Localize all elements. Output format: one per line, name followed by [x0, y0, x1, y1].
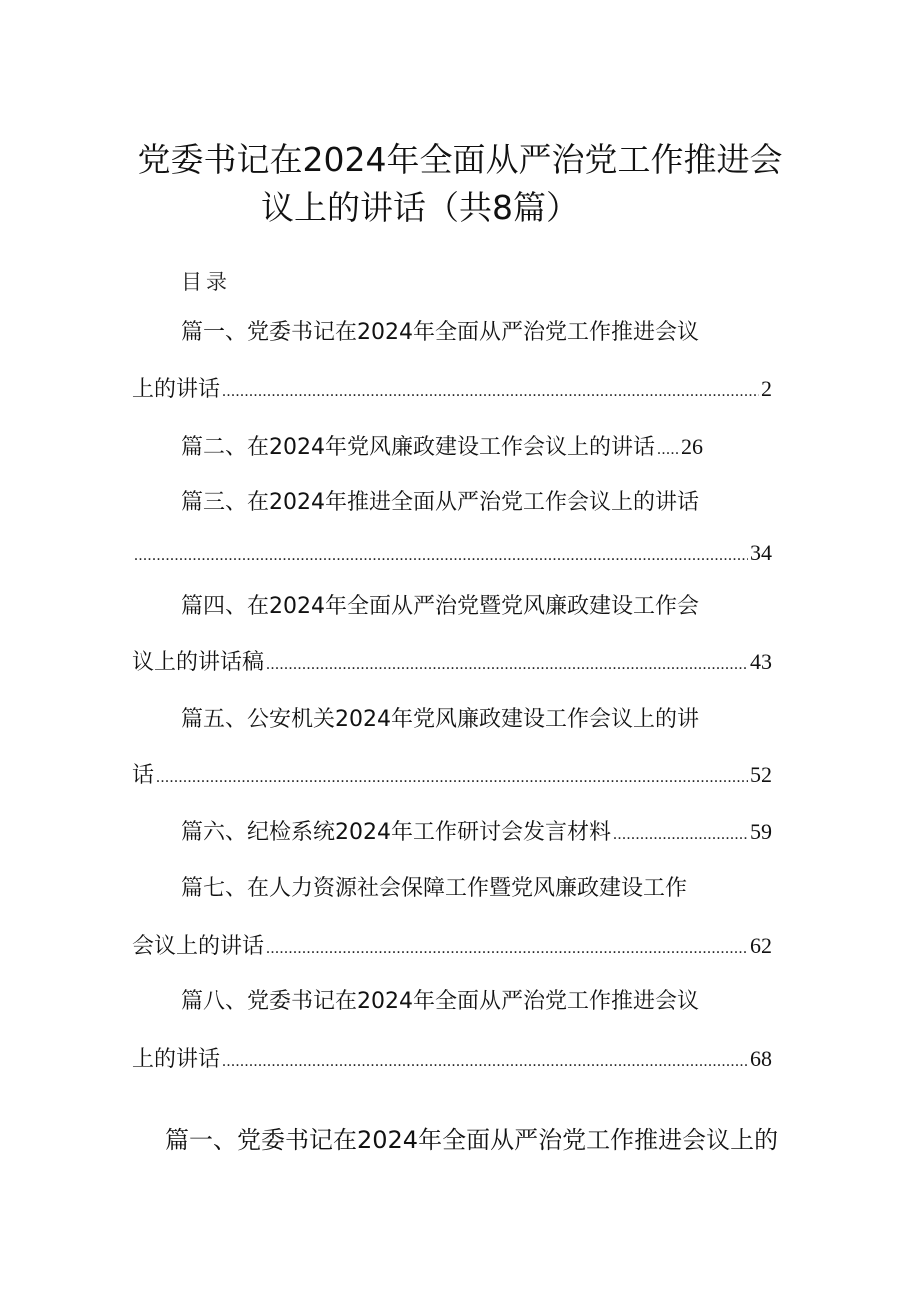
- toc-entry-title: 篇三、在2024年推进全面从严治党工作会议上的讲话: [181, 490, 699, 515]
- toc-page-number: 59: [750, 819, 772, 844]
- toc-entry-3-line-2[interactable]: [132, 536, 772, 570]
- toc-entry-5-line-1[interactable]: [181, 703, 772, 737]
- toc-entry-2[interactable]: [181, 430, 772, 464]
- toc-page-number: 52: [750, 762, 772, 787]
- toc-entry-7-line-2[interactable]: [132, 929, 772, 963]
- toc-entry-1-line-2[interactable]: [132, 372, 772, 406]
- toc-entry-title: 篇五、公安机关2024年党风廉政建设工作会议上的讲: [181, 707, 699, 732]
- toc-entry-title-continued: 上的讲话: [132, 1047, 221, 1072]
- toc-page-number: 26: [681, 434, 703, 459]
- toc-leader-dots: [613, 818, 748, 852]
- toc-entry-1-line-1[interactable]: [181, 316, 772, 350]
- toc-page-number: 34: [750, 540, 772, 565]
- toc-page-number: 68: [750, 1046, 772, 1071]
- toc-entry-8-line-1[interactable]: [181, 985, 772, 1019]
- toc-entry-title-continued: 话: [132, 763, 155, 788]
- toc-entry-7-line-1[interactable]: [181, 872, 772, 906]
- toc-page-number: 43: [750, 649, 772, 674]
- toc-entry-title: 篇六、纪检系统2024年工作研讨会发言材料: [181, 820, 611, 845]
- toc-leader-dots: [222, 1045, 748, 1079]
- toc-entry-title-continued: 会议上的讲话: [132, 934, 265, 959]
- toc-entry-4-line-2[interactable]: [132, 645, 772, 679]
- toc-entry-title-continued: 议上的讲话稿: [132, 650, 265, 675]
- toc-entry-6[interactable]: [181, 815, 772, 849]
- toc-entry-title: 篇八、党委书记在2024年全面从严治党工作推进会议: [181, 989, 699, 1014]
- toc-entry-5-line-2[interactable]: [132, 758, 772, 792]
- toc-entry-8-line-2[interactable]: [132, 1042, 772, 1076]
- toc-entry-title-continued: 上的讲话: [132, 377, 221, 402]
- toc-heading: 目录: [181, 270, 231, 294]
- toc-entry-title: 篇一、党委书记在2024年全面从严治党工作推进会议: [181, 320, 699, 345]
- toc-entry-title: 篇七、在人力资源社会保障工作暨党风廉政建设工作: [181, 876, 688, 901]
- toc-entry-3-line-1[interactable]: [181, 486, 772, 520]
- toc-leader-dots: [156, 761, 748, 795]
- toc-leader-dots: [222, 375, 759, 409]
- toc-leader-dots: [657, 433, 679, 467]
- document-title-line-1: 党委书记在2024年全面从严治党工作推进会: [137, 140, 783, 179]
- toc-entry-title: 篇四、在2024年全面从严治党暨党风廉政建设工作会: [181, 594, 699, 619]
- document-title-line-2: 议上的讲话（共8篇）: [261, 188, 579, 227]
- section-heading: 篇一、党委书记在2024年全面从严治党工作推进会议上的: [165, 1126, 779, 1154]
- toc-leader-dots: [266, 932, 748, 966]
- toc-entry-title: 篇二、在2024年党风廉政建设工作会议上的讲话: [181, 435, 655, 460]
- toc-page-number: 2: [761, 376, 772, 401]
- toc-leader-dots: [134, 539, 748, 573]
- toc-page-number: 62: [750, 933, 772, 958]
- toc-leader-dots: [266, 648, 748, 682]
- toc-entry-4-line-1[interactable]: [181, 590, 772, 624]
